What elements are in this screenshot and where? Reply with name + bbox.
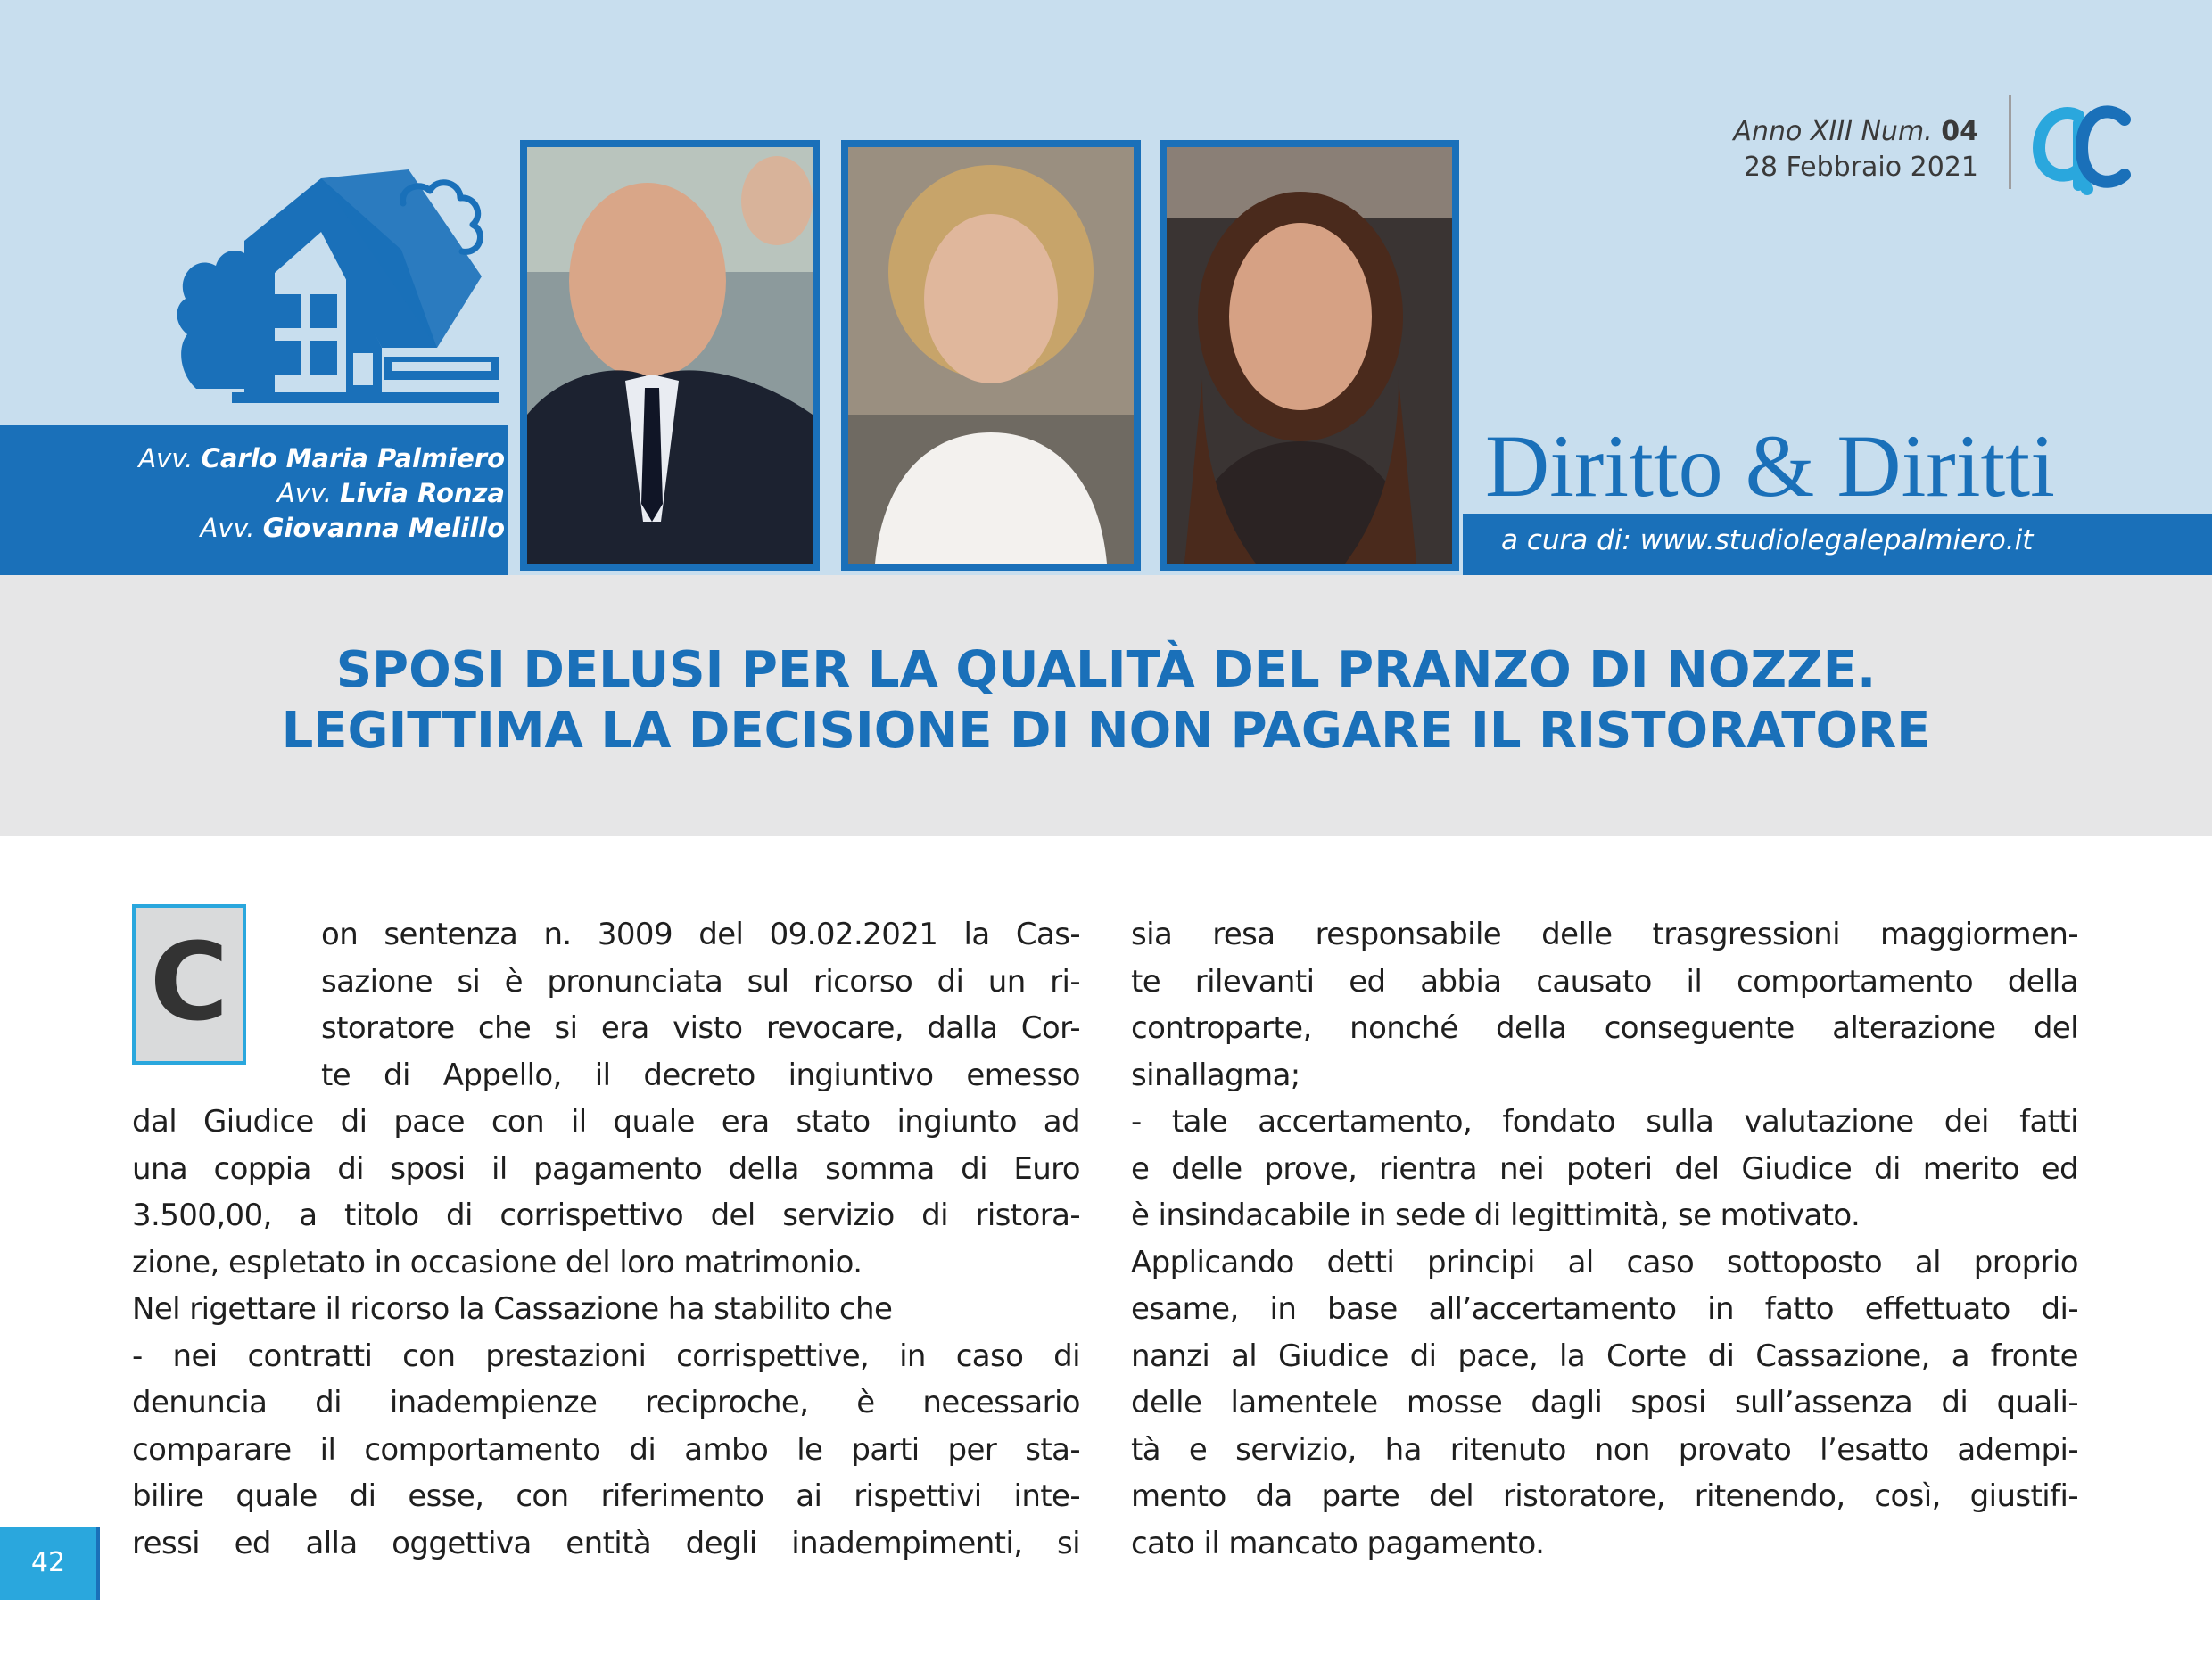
text-line: storatore che si era visto revocare, dalla Cor-: [321, 1010, 1080, 1046]
text-line: denuncia di inadempienze reciproche, è necessario: [132, 1385, 1080, 1420]
text-line: zione, espletato in occasione del loro matrimonio.: [132, 1244, 863, 1280]
headline-line: SPOSI DELUSI PER LA QUALITÀ DEL PRANZO DI NOZZE.: [335, 641, 1877, 699]
text-line: tà e servizio, ha ritenuto non provato l’esatto adempi-: [1131, 1431, 2078, 1468]
author-list: [54, 441, 505, 546]
text-line: mento da parte del ristoratore, ritenendo, così, giustifi-: [1131, 1478, 2078, 1514]
text-line: Applicando detti principi al caso sottoposto al proprio: [1131, 1244, 2078, 1280]
drop-cap: C: [132, 904, 246, 1065]
text-line: delle lamentele mosse dagli sposi sull’assenza di quali-: [1131, 1385, 2078, 1420]
text-line: nanzi al Giudice di pace, la Corte di Cassazione, a fronte: [1131, 1338, 2078, 1374]
text-line: te di Appello, il decreto ingiuntivo emesso: [321, 1057, 1080, 1093]
curator-link[interactable]: a cura di: www.studiolegalepalmiero.it: [1501, 524, 2034, 556]
issue-number: 04: [1941, 116, 1978, 147]
author-line: Avv. Livia Ronza: [276, 478, 505, 508]
text-line: sia resa responsabile delle trasgressioni maggiormen-: [1131, 917, 2078, 952]
text-line: cato il mancato pagamento.: [1131, 1525, 1545, 1561]
issue-label: Anno XIII Num.: [1733, 116, 1942, 147]
issue-divider: [2009, 95, 2011, 189]
issue-info: [1733, 114, 1978, 185]
headline-line: LEGITTIMA LA DECISIONE DI NON PAGARE IL RISTORATORE: [281, 702, 1931, 760]
text-line: esame, in base all’accertamento in fatto effettuato di-: [1131, 1291, 2078, 1327]
article-headline: [0, 640, 2212, 762]
house-logo-icon: [169, 169, 526, 428]
text-line: sinallagma;: [1131, 1057, 1300, 1093]
text-line: è insindacabile in sede di legittimità, se motivato.: [1131, 1198, 1861, 1233]
text-line: te rilevanti ed abbia causato il comportamento della: [1131, 963, 2078, 1000]
text-line: on sentenza n. 3009 del 09.02.2021 la Cas-: [321, 917, 1080, 952]
text-line: - nei contratti con prestazioni corrispettive, in caso di: [132, 1338, 1080, 1374]
text-line: ressi ed alla oggettiva entità degli inadempimenti, si: [132, 1525, 1080, 1561]
text-line: e delle prove, rientra nei poteri del Giudice di merito ed: [1131, 1150, 2078, 1187]
text-line: comparare il comportamento di ambo le parti per sta-: [132, 1431, 1080, 1468]
page-number-rule: [96, 1527, 100, 1600]
text-line: Nel rigettare il ricorso la Cassazione ha stabilito che: [132, 1291, 893, 1327]
text-line: controparte, nonché della conseguente alterazione del: [1131, 1010, 2078, 1046]
issue-date: 28 Febbraio 2021: [1743, 152, 1978, 183]
author-photo-ronza: [841, 140, 1141, 571]
article-column-right: [1131, 911, 2078, 1567]
author-line: Avv. Giovanna Melillo: [200, 513, 505, 543]
text-line: bilire quale di esse, con riferimento ai rispettivi inte-: [132, 1478, 1080, 1514]
text-line: dal Giudice di pace con il quale era stato ingiunto ad: [132, 1104, 1080, 1140]
page-number: 42: [0, 1527, 96, 1600]
author-line: Avv. Carlo Maria Palmiero: [138, 443, 505, 473]
text-line: sazione si è pronunciata sul ricorso di un ri-: [321, 963, 1080, 1000]
magazine-logo-icon: [2025, 89, 2132, 196]
text-line: 3.500,00, a titolo di corrispettivo del servizio di ristora-: [132, 1198, 1080, 1233]
author-photo-melillo: [1160, 140, 1459, 571]
section-title: Diritto & Diritti: [1485, 416, 2055, 515]
author-photo-palmiero: [520, 140, 820, 571]
article-column-left: [132, 911, 1080, 1567]
text-line: - tale accertamento, fondato sulla valutazione dei fatti: [1131, 1104, 2078, 1140]
text-line: una coppia di sposi il pagamento della somma di Euro: [132, 1150, 1080, 1187]
